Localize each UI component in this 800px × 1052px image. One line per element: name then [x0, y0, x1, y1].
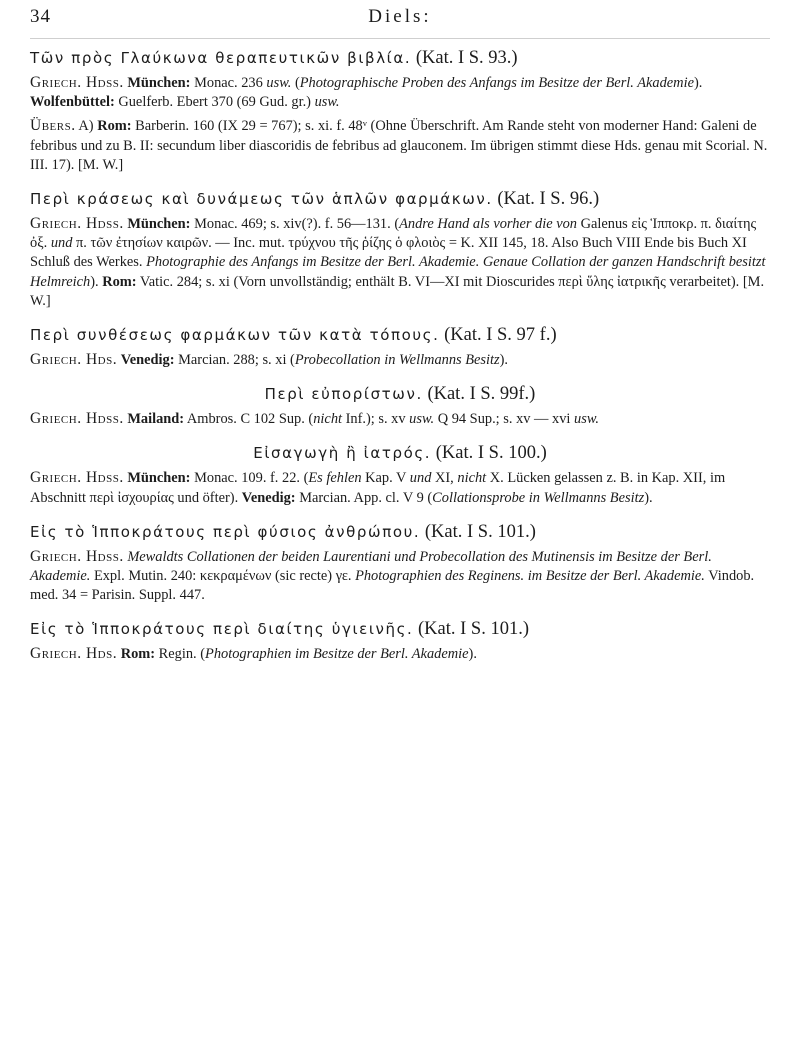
entry-greek-title: Tῶν πρὸς Γλαύκωνα θεραπευτικῶν βιβλία. — [30, 49, 412, 67]
body-text: Guelferb. Ebert 370 (69 Gud. gr.) — [114, 94, 315, 111]
body-text: ( — [291, 75, 300, 91]
page-number: 34 — [30, 6, 51, 27]
body-text: ). — [693, 75, 703, 91]
italic-note: Collationsprobe in Wellmanns Besitz — [432, 489, 645, 506]
location-name: Mailand: — [127, 411, 185, 428]
location-name: Rom: — [97, 118, 132, 135]
body-text: Vatic. 284; s. xi (Vorn unvollständig; enthält B. VI—XI mit Dioscurides περὶ ὕλης ἰατρικῆς verarbeitet). [M. W.] — [30, 273, 765, 309]
paragraph-label: Griech. Hdss. — [30, 74, 124, 91]
body-text: Monac. 236 — [190, 75, 267, 91]
page-content — [30, 44, 770, 675]
body-text: Q 94 Sup.; s. xv — xvi — [434, 411, 575, 428]
body-text: X. Lücken gelassen z. B. in Kap. XII, im Abschnitt περὶ ἰσχουρίας und öfter). — [30, 470, 726, 506]
italic-note: Es fehlen — [308, 470, 362, 487]
body-text: ). — [468, 646, 477, 663]
catalog-entry — [30, 185, 770, 311]
entry-paragraph — [30, 116, 770, 175]
paragraph-label: Griech. Hdss. — [30, 410, 124, 428]
body-text: Monac. 469; s. xiv(?). f. 56—131. ( — [190, 216, 400, 233]
paragraph-label: Griech. Hdss. — [30, 547, 124, 565]
entry-paragraph — [30, 409, 770, 429]
catalog-entry — [30, 44, 770, 175]
entry-greek-title: Εἰς τὸ Ἱπποκράτους περὶ διαίτης ὑγιεινῆς. — [30, 620, 414, 639]
italic-note: Probecollation in Wellmanns Besitz — [294, 352, 500, 369]
body-text: ). — [644, 489, 653, 506]
location-name: Rom: — [120, 646, 156, 663]
entry-greek-title: Περὶ κράσεως καὶ δυνάμεως τῶν ἁπλῶν φαρμάκων. — [30, 190, 493, 209]
entry-greek-title: Εἰσαγωγὴ ἢ ἰατρός. — [253, 444, 432, 463]
entry-greek-title: Περὶ συνθέσεως φαρμάκων τῶν κατὰ τόπους. — [30, 326, 440, 345]
location-name: München: — [127, 216, 191, 233]
catalog-entry — [30, 615, 770, 664]
paragraph-label: Griech. Hdss. — [30, 469, 124, 487]
body-text: Ambros. C 102 Sup. ( — [184, 411, 314, 428]
entry-paragraph — [30, 644, 770, 664]
body-text: Regin. ( — [155, 646, 206, 663]
paragraph-label: Übers. — [30, 117, 76, 135]
catalog-entry — [30, 439, 770, 507]
entry-heading — [30, 518, 770, 546]
body-text: Vindob. med. 34 = Parisin. Suppl. 447. — [30, 568, 755, 604]
catalog-entry — [30, 321, 770, 370]
entry-catalog-ref: (Kat. I S. 93.) — [415, 48, 518, 68]
location-name: Venedig: — [241, 489, 296, 506]
italic-note: Photographien im Besitze der Berl. Akademie — [205, 646, 469, 663]
catalog-entry — [30, 380, 770, 429]
body-text: ). — [90, 273, 103, 290]
entry-heading — [30, 615, 770, 643]
italic-note: nicht — [313, 411, 343, 428]
running-head — [30, 4, 770, 39]
entry-catalog-ref: (Kat. I S. 101.) — [424, 521, 536, 542]
entry-greek-title: Περὶ εὐπορίστων. — [264, 385, 423, 404]
body-text: A) — [78, 118, 98, 135]
entry-catalog-ref: (Kat. I S. 99f.) — [427, 384, 536, 405]
body-text: Barberin. 160 (IX 29 = 767); s. xi. f. 48ᵛ (Ohne Überschrift. Am Rande steht von moderner Hand: Galeni de febribus und zu B. II: secundum liber diascoridis de febribus ad glauconem. Im übrigen stimmt diese Hds. genau mit Scorial. N. III. 17). [M. W.] — [30, 118, 768, 173]
paragraph-label: Griech. Hds. — [30, 351, 118, 369]
italic-note: usw. — [266, 75, 292, 91]
italic-note: Andre Hand als vorher die von — [399, 216, 577, 233]
body-text: Expl. Mutin. 240: κεκραμένων (sic recte) γε. — [90, 568, 356, 585]
entry-catalog-ref: (Kat. I S. 96.) — [497, 189, 600, 210]
entry-paragraph — [30, 547, 770, 606]
italic-note: Mewaldts Collationen der beiden Laurentiani und Probecollation des Mutinensis im Besitze der Berl. Akademie. — [30, 548, 712, 585]
location-name: Rom: — [102, 273, 137, 290]
running-head-author: Diels: — [368, 6, 432, 27]
body-text: Marcian. App. cl. V 9 ( — [295, 489, 433, 506]
paragraph-label: Griech. Hds. — [30, 645, 118, 663]
body-text: Inf.); s. xv — [342, 411, 410, 428]
paragraph-label: Griech. Hdss. — [30, 215, 124, 233]
body-text: Monac. 109. f. 22. ( — [190, 470, 309, 487]
body-text: Galenus εἰς Ἱπποκρ. π. διαίτης ὀξ. — [30, 216, 757, 252]
entry-heading — [30, 321, 770, 349]
entry-catalog-ref: (Kat. I S. 101.) — [418, 619, 529, 640]
italic-note: usw. — [314, 94, 340, 111]
location-name: München: — [127, 470, 191, 487]
italic-note: Photographische Proben des Anfangs im Besitze der Berl. Akademie — [299, 75, 694, 91]
entry-paragraph — [30, 350, 770, 370]
entry-paragraph — [30, 468, 770, 507]
entry-heading — [30, 380, 770, 408]
entry-paragraph — [30, 73, 770, 112]
body-text: π. τῶν ἐτησίων καιρῶν. — Inc. mut. τρύχνου τῆς ῥίζης ὁ φλοιὸς = K. XII 145, 18. Also Buch VIII Ende bis Buch XI Schluß des Werkes. — [30, 235, 747, 271]
entry-heading — [30, 439, 770, 467]
entry-paragraph — [30, 214, 770, 311]
entry-heading — [30, 185, 770, 213]
body-text: ). — [499, 352, 509, 369]
italic-note: nicht — [457, 470, 487, 487]
entry-greek-title: Εἰς τὸ Ἱπποκράτους περὶ φύσιος ἀνθρώπου. — [30, 522, 421, 541]
italic-note: Photographie des Anfangs im Besitze der Berl. Akademie. Genaue Collation der ganzen Handschrift besitzt Helmreich — [30, 254, 766, 290]
entry-heading — [30, 44, 770, 72]
body-text: XI, — [431, 470, 458, 487]
entry-catalog-ref: (Kat. I S. 97 f.) — [444, 325, 557, 346]
body-text: Marcian. 288; s. xi ( — [174, 352, 295, 369]
body-text: Kap. V — [361, 470, 410, 487]
italic-note: und — [50, 235, 73, 252]
catalog-entry — [30, 518, 770, 606]
italic-note: usw. — [574, 411, 599, 428]
italic-note: Photographien des Reginens. im Besitze der Berl. Akademie. — [355, 568, 705, 585]
location-name: München: — [127, 75, 191, 91]
location-name: Wolfenbüttel: — [30, 94, 115, 111]
italic-note: usw. — [409, 411, 435, 428]
italic-note: und — [409, 470, 432, 487]
entry-catalog-ref: (Kat. I S. 100.) — [435, 443, 547, 464]
location-name: Venedig: — [120, 352, 175, 369]
